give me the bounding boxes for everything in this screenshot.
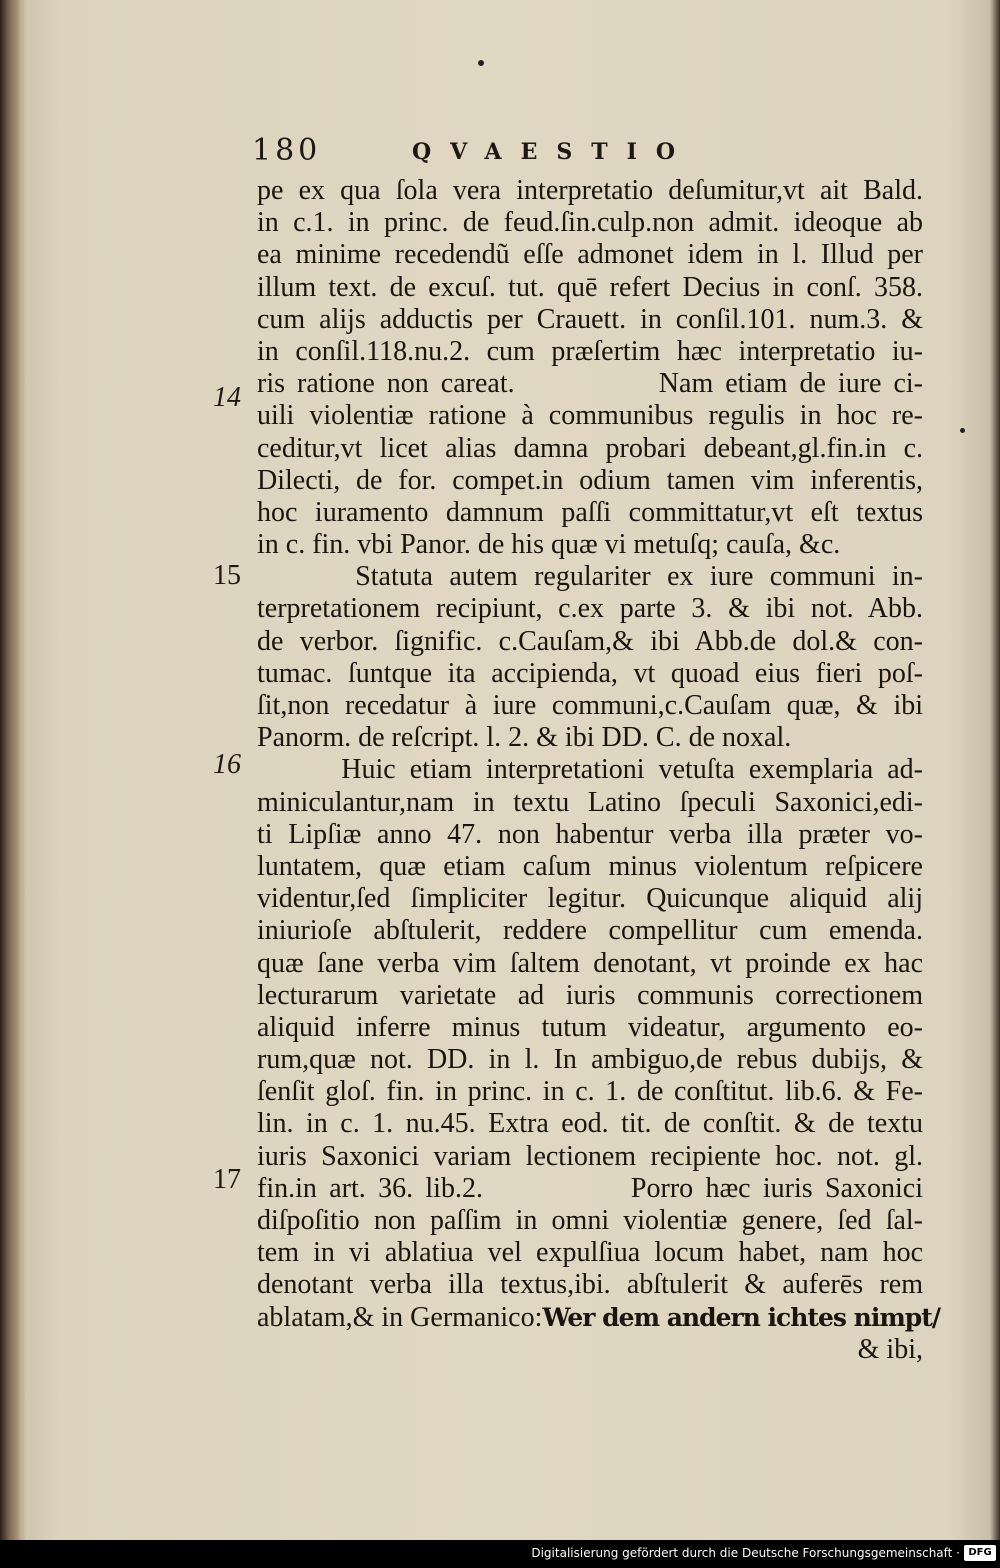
text-line: denotant verba illa textus,ibi. abſtulerit & auferēs rem	[257, 1269, 923, 1301]
text-line: in c.1. in princ. de feud.ſin.culp.non admit. ideoque ab	[257, 207, 923, 239]
text-line: aliquid inferre minus tutum videatur, argumento eo-	[257, 1011, 923, 1043]
text-line: illum text. de excuſ. tut. quē refert Decius in conſ. 358.	[257, 271, 923, 303]
text-line: cum alijs adductis per Crauett. in conſil.101. num.3. &	[257, 303, 923, 335]
text-line: hoc iuramento damnum paſſi committatur,vt eſt textus	[257, 496, 923, 528]
text-line: miniculantur,nam in textu Latino ſpeculi Saxonici,edi-	[257, 786, 923, 818]
latin-text: ablatam,& in Germanico:	[257, 1301, 543, 1333]
margin-number: 16	[213, 749, 241, 780]
text-line: Panorm. de reſcript. l. 2. & ibi DD. C. de noxal.	[257, 722, 792, 754]
text-line: videntur,ſed ſimpliciter legitur. Quicunque aliquid alij	[257, 883, 923, 915]
text-line: ceditur,vt licet alias damna probari debeant,gl.fin.in c.	[257, 432, 923, 464]
text-line: ti Lipſiæ anno 47. non habentur verba illa præter vo-	[257, 818, 923, 850]
text-line: fin.in art. 36. lib.2. Porro hæc iuris Saxonici	[257, 1172, 923, 1204]
footer-credit: Digitalisierung gefördert durch die Deutsche Forschungsgemeinschaft ·	[531, 1546, 960, 1560]
text-line-mixed	[257, 1301, 940, 1334]
text-line: iniurioſe abſtulerit, reddere compellitur cum emenda.	[257, 915, 923, 947]
text-line: terpretationem recipiunt, c.ex parte 3. & ibi not. Abb.	[257, 593, 923, 625]
text-line: Dilecti, de for. compet.in odium tamen vim inferentis,	[257, 464, 923, 496]
text-line: tumac. ſuntque ita accipienda, vt quoad eius fieri poſ-	[257, 657, 923, 689]
text-line: ea minime recedendũ eſſe admonet idem in l. Illud per	[257, 239, 923, 271]
text-line: quæ ſane verba vim ſaltem denotant, vt proinde ex hac	[257, 947, 923, 979]
book-spine	[0, 0, 22, 1540]
catchword: & ibi,	[857, 1333, 923, 1365]
text-line: in c. fin. vbi Panor. de his quæ vi metuſq; cauſa, &c.	[257, 529, 841, 561]
text-line: Huic etiam interpretationi vetuſta exemplaria ad-	[257, 754, 923, 786]
text-line: ris ratione non careat. Nam etiam de iure ci-	[257, 368, 923, 400]
page-number: 180	[252, 133, 322, 168]
text-line: de verbor. ſignific. c.Cauſam,& ibi Abb.de dol.& con-	[257, 625, 923, 657]
text-line: diſpoſitio non paſſim in omni violentiæ genere, ſed ſal-	[257, 1205, 923, 1236]
text-line: iuris Saxonici variam lectionem recipiente hoc. not. gl.	[257, 1140, 923, 1172]
text-line: uili violentiæ ratione à communibus regulis in hoc re-	[257, 400, 923, 432]
text-line: Statuta autem regulariter ex iure communi in-	[257, 561, 923, 593]
dfg-logo-icon: DFG	[964, 1545, 996, 1561]
text-line: lecturarum varietate ad iuris communis correctionem	[257, 979, 923, 1011]
text-line: luntatem, quæ etiam caſum minus violentum reſpicere	[257, 850, 923, 882]
digitization-footer	[0, 1540, 1000, 1568]
body-text	[257, 175, 940, 1366]
text-line: tem in vi ablatiua vel expulſiua locum habet, nam hoc	[257, 1237, 923, 1269]
text-line: pe ex qua ſola vera interpretatio deſumitur,vt ait Bald.	[257, 175, 923, 206]
ink-speck	[478, 60, 484, 66]
page-header	[252, 133, 922, 173]
blackletter-text: Wer dem andern ichtes nimpt/	[542, 1302, 940, 1332]
text-line: ſit,non recedatur à iure communi,c.Cauſam quæ, & ibi	[257, 690, 923, 721]
text-line: rum,quæ not. DD. in l. In ambiguo,de rebus dubijs, &	[257, 1044, 923, 1076]
ink-speck	[960, 428, 965, 433]
margin-number: 17	[213, 1164, 241, 1195]
text-line: lin. in c. 1. nu.45. Extra eod. tit. de conſtit. & de textu	[257, 1108, 923, 1140]
text-line: in conſil.118.nu.2. cum præſertim hæc interpretatio iu-	[257, 335, 923, 367]
margin-number: 15	[213, 560, 241, 591]
text-line: ſenſit gloſ. fin. in princ. in c. 1. de conſtitut. lib.6. & Fe-	[257, 1076, 923, 1108]
margin-number: 14	[213, 382, 241, 413]
running-head: QVAESTIO	[412, 139, 695, 165]
